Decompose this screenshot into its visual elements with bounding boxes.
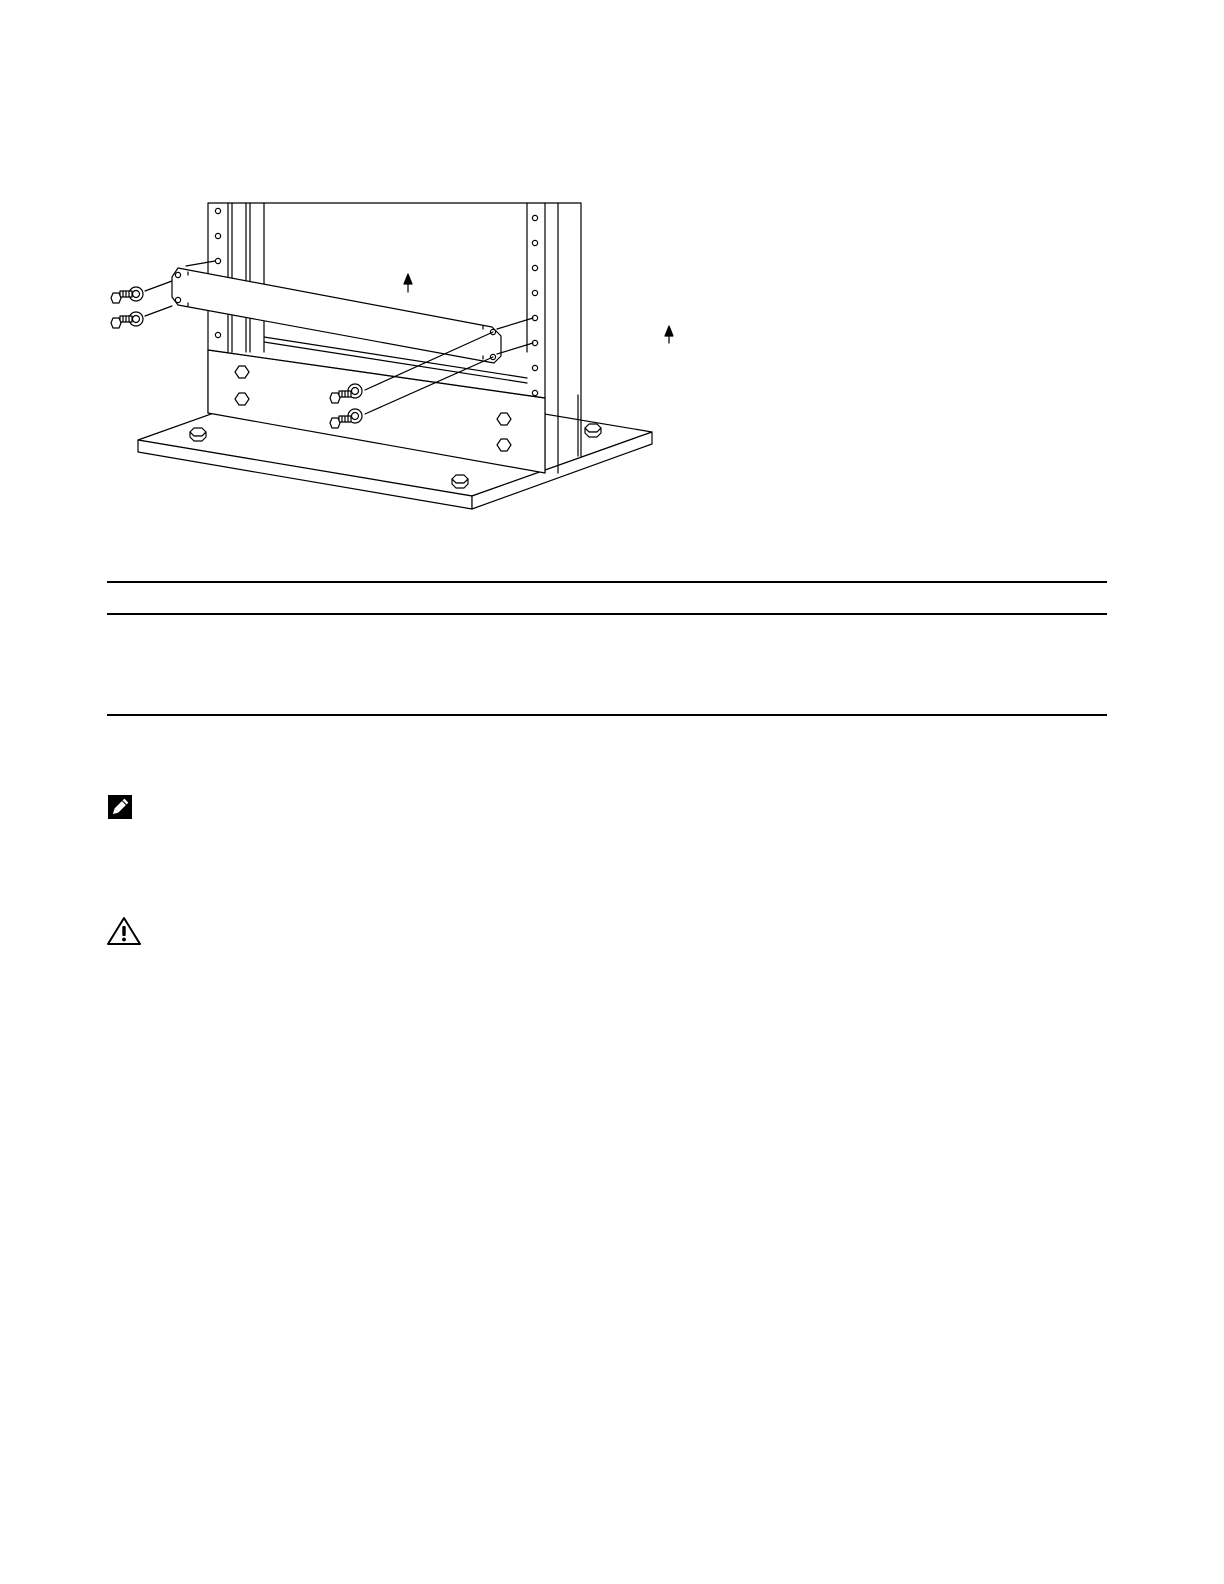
table-top-rule <box>107 581 1107 583</box>
caution-triangle-icon <box>106 916 142 946</box>
table-header-rule <box>107 613 1107 615</box>
table-bottom-rule <box>107 714 1107 716</box>
left-mounting-screws <box>111 287 143 328</box>
note-pencil-icon <box>108 795 134 821</box>
rack-mounting-illustration <box>100 190 680 520</box>
